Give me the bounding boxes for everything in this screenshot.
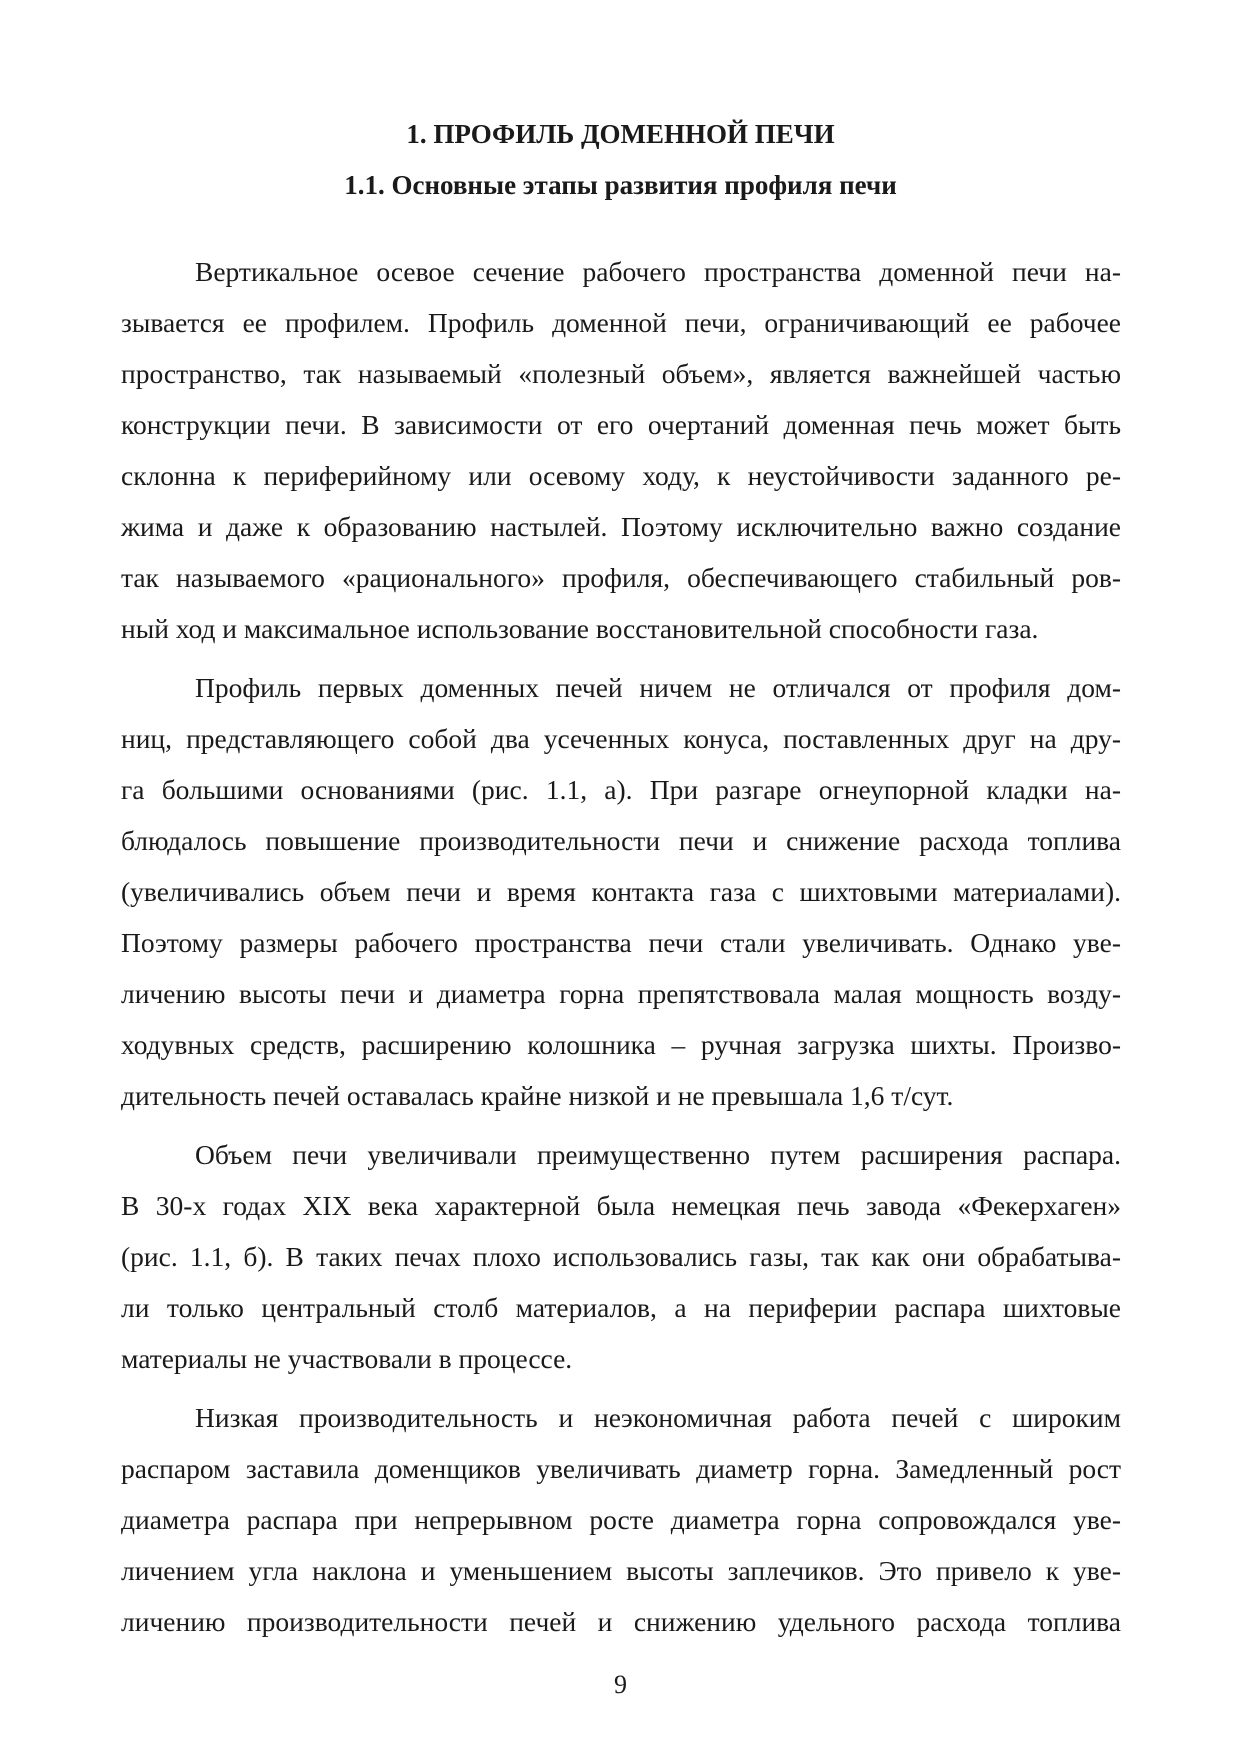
text-line: материалы не участвовали в процессе. [121,1343,573,1374]
text-line: В 30-х годах XIX века характерной была немецкая печь завода «Фекерхаген» [121,1190,1121,1221]
text-line: ный ход и максимальное использование восстановительной способности газа. [121,613,1039,644]
text-line: ниц, представляющего собой два усеченных конуса, поставленных друг на дру- [121,723,1121,754]
text-line: склонна к периферийному или осевому ходу, к неустойчивости заданного ре- [121,460,1121,491]
text-line: так называемого «рационального» профиля, обеспечивающего стабильный ров- [121,562,1121,593]
text-line: (рис. 1.1, б). В таких печах плохо использовались газы, так как они обрабатыва- [121,1241,1121,1272]
text-line: пространство, так называемый «полезный объем», является важнейшей частью [121,358,1121,389]
text-line: блюдалось повышение производительности печи и снижение расхода топлива [121,825,1121,856]
text-line: ходувных средств, расширению колошника – ручная загрузка шихты. Произво- [121,1029,1121,1060]
paragraph-2 [121,662,1121,1121]
text-line: Профиль первых доменных печей ничем не отличался от профиля дом- [195,672,1121,703]
text-line: Низкая производительность и неэкономичная работа печей с широким [195,1402,1121,1433]
text-line: (увеличивались объем печи и время контакта газа с шихтовыми материалами). [121,876,1121,907]
text-line: жима и даже к образованию настылей. Поэтому исключительно важно создание [121,511,1121,542]
paragraph-3 [121,1129,1121,1384]
text-line: конструкции печи. В зависимости от его очертаний доменная печь может быть [121,409,1121,440]
text-line: Поэтому размеры рабочего пространства печи стали увеличивать. Однако уве- [121,927,1121,958]
section-heading: 1.1. Основные этапы развития профиля печи [344,170,897,200]
text-line: личению высоты печи и диаметра горна препятствовала малая мощность возду- [121,978,1121,1009]
text-line: личением угла наклона и уменьшением высоты заплечиков. Это привело к уве- [121,1555,1121,1586]
chapter-heading: 1. ПРОФИЛЬ ДОМЕННОЙ ПЕЧИ [406,119,835,149]
text-line: распаром заставила доменщиков увеличивать диаметр горна. Замедленный рост [121,1453,1121,1484]
text-line: ли только центральный столб материалов, а на периферии распара шихтовые [121,1292,1121,1323]
text-line: Вертикальное осевое сечение рабочего пространства доменной печи на- [195,256,1121,287]
paragraph-4 [121,1392,1121,1647]
page-number: 9 [614,1670,627,1699]
text-line: зывается ее профилем. Профиль доменной печи, ограничивающий ее рабочее [121,307,1121,338]
body-text [121,246,1121,1655]
text-line: га большими основаниями (рис. 1.1, а). При разгаре огнеупорной кладки на- [121,774,1121,805]
paragraph-1 [121,246,1121,654]
text-line: личению производительности печей и снижению удельного расхода топлива [121,1606,1121,1637]
text-line: дительность печей оставалась крайне низкой и не превышала 1,6 т/сут. [121,1080,954,1111]
text-line: диаметра распара при непрерывном росте диаметра горна сопровождался уве- [121,1504,1121,1535]
text-line: Объем печи увеличивали преимущественно путем расширения распара. [195,1139,1121,1170]
